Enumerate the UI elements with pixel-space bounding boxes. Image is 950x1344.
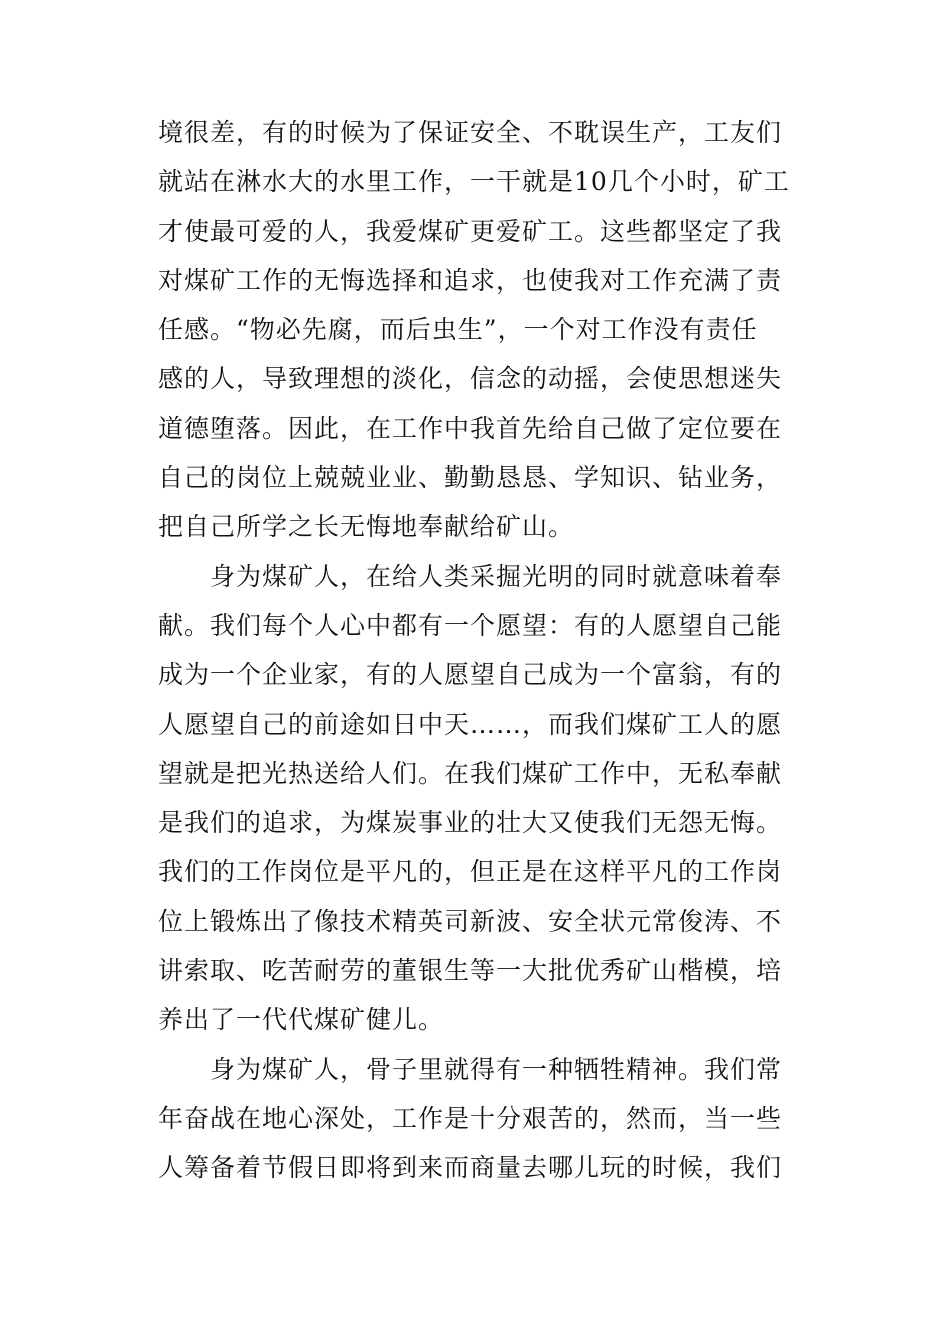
text-line: 人筹备着节假日即将到来而商量去哪儿玩的时候，我们 [158, 1153, 783, 1183]
text-line: 对煤矿工作的无悔选择和追求，也使我对工作充满了责 [158, 265, 783, 295]
text-line: 自己的岗位上兢兢业业、勤勤恳恳、学知识、钻业务， [158, 463, 783, 493]
text-line: 年奋战在地心深处，工作是十分艰苦的，然而，当一些 [158, 1103, 783, 1133]
text-line: 献。我们每个人心中都有一个愿望：有的人愿望自己能 [158, 610, 783, 640]
paragraph-2 [158, 552, 798, 1045]
text-line: 就站在淋水大的水里工作，一干就是10几个小时，矿工 [158, 167, 790, 197]
text-line: 我们的工作岗位是平凡的，但正是在这样平凡的工作岗 [158, 857, 783, 887]
paragraph-1 [158, 108, 798, 552]
text-line: 才使最可爱的人，我爱煤矿更爱矿工。这些都坚定了我 [158, 216, 783, 246]
text-line: 是我们的追求，为煤炭事业的壮大又使我们无怨无悔。 [158, 808, 783, 838]
text-line: 感的人，导致理想的淡化，信念的动摇，会使思想迷失 [158, 364, 783, 394]
text-line: 任感。“物必先腐，而后虫生”，一个对工作没有责任 [158, 315, 758, 345]
text-line: 讲索取、吃苦耐劳的董银生等一大批优秀矿山楷模，培 [158, 956, 783, 986]
text-line: 身为煤矿人，骨子里就得有一种牺牲精神。我们常 [210, 1054, 783, 1084]
text-line: 养出了一代代煤矿健儿。 [158, 1005, 445, 1035]
text-line: 道德堕落。因此，在工作中我首先给自己做了定位要在 [158, 413, 783, 443]
text-line: 身为煤矿人，在给人类采掘光明的同时就意味着奉 [210, 561, 783, 591]
text-line: 成为一个企业家，有的人愿望自己成为一个富翁，有的 [158, 660, 783, 690]
text-line: 把自己所学之长无悔地奉献给矿山。 [158, 512, 575, 542]
document-body [158, 108, 798, 1193]
text-line: 境很差，有的时候为了保证安全、不耽误生产，工友们 [158, 118, 783, 147]
text-line: 望就是把光热送给人们。在我们煤矿工作中，无私奉献 [158, 758, 783, 788]
paragraph-3 [158, 1045, 798, 1193]
text-line: 位上锻炼出了像技术精英司新波、安全状元常俊涛、不 [158, 906, 783, 936]
text-line: 人愿望自己的前途如日中天……，而我们煤矿工人的愿 [158, 709, 783, 739]
